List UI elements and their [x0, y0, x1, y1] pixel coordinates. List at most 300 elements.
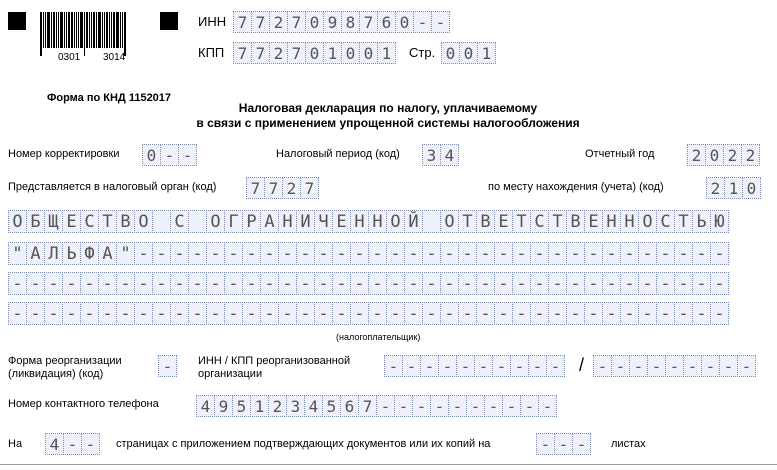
char-cell: -: [554, 433, 573, 455]
char-cell: -: [520, 395, 539, 417]
char-cell: -: [548, 302, 567, 325]
char-cell: Н: [278, 210, 297, 233]
char-cell: -: [512, 272, 531, 295]
title-line-2: в связи с применением упрощенной системы налогообложения: [196, 116, 580, 130]
char-cell: -: [62, 302, 81, 325]
char-cell: -: [278, 242, 297, 265]
char-cell: -: [420, 355, 439, 377]
corner-marker-left: [8, 12, 26, 30]
char-cell: -: [242, 302, 261, 325]
char-cell: -: [296, 272, 315, 295]
char-cell: -: [134, 242, 153, 265]
char-cell: Ч: [314, 210, 333, 233]
pages-suffix: листах: [611, 438, 646, 450]
char-cell: -: [368, 272, 387, 295]
char-cell: Е: [494, 210, 513, 233]
char-cell: -: [566, 242, 585, 265]
barcode-bar: [111, 12, 112, 48]
char-cell: -: [386, 272, 405, 295]
page-number-field[interactable]: [441, 42, 496, 64]
char-cell: 2: [282, 177, 301, 199]
char-cell: -: [314, 272, 333, 295]
char-cell: -: [152, 272, 171, 295]
char-cell: -: [422, 272, 441, 295]
char-cell: -: [620, 242, 639, 265]
char-cell: -: [431, 11, 450, 33]
char-cell: 7: [251, 11, 270, 33]
char-cell: -: [350, 302, 369, 325]
barcode-bar: [98, 12, 101, 48]
char-cell: -: [494, 272, 513, 295]
reorg-separator: /: [579, 355, 585, 375]
char-cell: -: [474, 355, 493, 377]
char-cell: -: [404, 242, 423, 265]
char-cell: 1: [323, 42, 342, 64]
char-cell: -: [548, 242, 567, 265]
char-cell: 0: [459, 42, 478, 64]
char-cell: С: [656, 210, 675, 233]
char-cell: -: [260, 302, 279, 325]
char-cell: -: [620, 302, 639, 325]
bottom-divider: [0, 464, 777, 465]
char-cell: 7: [300, 177, 319, 199]
char-cell: О: [386, 210, 405, 233]
char-cell: -: [546, 355, 565, 377]
char-cell: -: [647, 355, 666, 377]
location-code-label: по месту нахождения (учета) (код): [488, 181, 664, 193]
char-cell: -: [674, 242, 693, 265]
barcode-bar: [56, 12, 57, 48]
char-cell: -: [530, 242, 549, 265]
barcode-bar: [84, 12, 85, 56]
reorg-inn-kpp-label-2: организации: [198, 368, 263, 380]
char-cell: -: [224, 242, 243, 265]
char-cell: -: [683, 355, 702, 377]
char-cell: -: [620, 272, 639, 295]
char-cell: -: [404, 272, 423, 295]
char-cell: 1: [377, 42, 396, 64]
char-cell: -: [476, 242, 495, 265]
char-cell: 5: [232, 395, 251, 417]
char-cell: Т: [512, 210, 531, 233]
char-cell: -: [656, 302, 675, 325]
char-cell: 7: [287, 11, 306, 33]
char-cell: -: [386, 242, 405, 265]
char-cell: 2: [269, 11, 288, 33]
barcode-bar: [113, 12, 115, 48]
char-cell: -: [206, 242, 225, 265]
char-cell: -: [674, 272, 693, 295]
corner-marker-right: [160, 12, 178, 30]
char-cell: Г: [224, 210, 243, 233]
tax-authority-label: Представляется в налоговый орган (код): [8, 181, 217, 193]
char-cell: -: [611, 355, 630, 377]
char-cell: -: [710, 242, 729, 265]
char-cell: О: [8, 210, 27, 233]
char-cell: -: [260, 272, 279, 295]
char-cell: -: [8, 302, 27, 325]
char-cell: 0: [305, 42, 324, 64]
barcode-bar: [104, 12, 105, 48]
char-cell: -: [466, 395, 485, 417]
char-cell: 7: [264, 177, 283, 199]
barcode-bar: [96, 12, 97, 48]
char-cell: 8: [341, 11, 360, 33]
char-cell: -: [80, 302, 99, 325]
char-cell: -: [260, 242, 279, 265]
char-cell: О: [638, 210, 657, 233]
barcode-bar: [78, 12, 79, 48]
char-cell: -: [572, 433, 591, 455]
char-cell: Й: [404, 210, 423, 233]
char-cell: -: [674, 302, 693, 325]
char-cell: Р: [242, 210, 261, 233]
char-cell: -: [278, 272, 297, 295]
barcode-bar: [74, 12, 75, 48]
char-cell: -: [278, 302, 297, 325]
char-cell: -: [242, 272, 261, 295]
char-cell: 2: [741, 144, 760, 166]
title-line-1: Налоговая декларация по налогу, уплачиваемому: [238, 101, 538, 115]
inn-field[interactable]: [233, 11, 450, 33]
barcode-bar: [51, 12, 52, 48]
char-cell: -: [134, 272, 153, 295]
char-cell: Е: [62, 210, 81, 233]
char-cell: Н: [620, 210, 639, 233]
char-cell: -: [170, 272, 189, 295]
char-cell: -: [63, 433, 82, 455]
barcode-bar: [102, 12, 103, 48]
correction-number-field[interactable]: [142, 144, 197, 166]
char-cell: -: [440, 242, 459, 265]
taxpayer-name-line-3[interactable]: [8, 272, 729, 295]
char-cell: -: [224, 302, 243, 325]
taxpayer-caption: (налогоплательщик): [336, 332, 421, 342]
barcode-bar: [91, 12, 92, 48]
barcode-bar: [58, 12, 59, 48]
char-cell: -: [692, 242, 711, 265]
char-cell: -: [584, 272, 603, 295]
char-cell: -: [422, 242, 441, 265]
char-cell: -: [528, 355, 547, 377]
barcode-bar: [40, 12, 42, 56]
char-cell: 0: [142, 144, 161, 166]
reporting-year-field[interactable]: [687, 144, 760, 166]
char-cell: Ь: [62, 242, 81, 265]
pages-middle-text: страницах с приложением подтверждающих документов или их копий на: [116, 438, 491, 450]
taxpayer-name-line-4[interactable]: [8, 302, 729, 325]
char-cell: -: [548, 272, 567, 295]
char-cell: -: [116, 272, 135, 295]
char-cell: -: [458, 242, 477, 265]
char-cell: [188, 210, 207, 233]
char-cell: -: [26, 272, 45, 295]
char-cell: Ф: [80, 242, 99, 265]
char-cell: -: [26, 302, 45, 325]
char-cell: 3: [286, 395, 305, 417]
barcode-bar: [45, 12, 46, 48]
char-cell: 2: [268, 395, 287, 417]
char-cell: Т: [548, 210, 567, 233]
char-cell: -: [402, 355, 421, 377]
barcode-bar: [124, 12, 126, 56]
barcode-bar: [86, 12, 88, 48]
barcode-bar: [120, 12, 121, 48]
char-cell: -: [440, 302, 459, 325]
char-cell: -: [476, 302, 495, 325]
char-cell: -: [602, 242, 621, 265]
reorg-form-label-1: Форма реорганизации: [8, 355, 122, 367]
char-cell: 4: [440, 144, 459, 166]
char-cell: -: [413, 11, 432, 33]
char-cell: -: [116, 302, 135, 325]
char-cell: -: [510, 355, 529, 377]
char-cell: -: [710, 302, 729, 325]
char-cell: -: [81, 433, 100, 455]
tax-period-label: Налоговый период (код): [276, 148, 400, 160]
char-cell: -: [404, 302, 423, 325]
barcode-bar: [71, 12, 73, 48]
char-cell: -: [422, 302, 441, 325]
char-cell: -: [484, 395, 503, 417]
char-cell: Н: [350, 210, 369, 233]
char-cell: О: [134, 210, 153, 233]
char-cell: 2: [269, 42, 288, 64]
tax-authority-field[interactable]: [246, 177, 319, 199]
char-cell: Ь: [692, 210, 711, 233]
char-cell: -: [160, 144, 179, 166]
barcode: [40, 12, 127, 50]
taxpayer-name-line-2[interactable]: [8, 242, 729, 265]
char-cell: -: [314, 242, 333, 265]
char-cell: -: [430, 395, 449, 417]
char-cell: В: [566, 210, 585, 233]
char-cell: -: [494, 242, 513, 265]
char-cell: ": [8, 242, 27, 265]
char-cell: Щ: [44, 210, 63, 233]
char-cell: -: [492, 355, 511, 377]
char-cell: -: [665, 355, 684, 377]
char-cell: -: [701, 355, 720, 377]
char-cell: И: [296, 210, 315, 233]
char-cell: -: [242, 242, 261, 265]
char-cell: -: [656, 242, 675, 265]
char-cell: 6: [377, 11, 396, 33]
char-cell: 4: [304, 395, 323, 417]
char-cell: -: [656, 272, 675, 295]
reporting-year-label: Отчетный год: [585, 148, 655, 160]
char-cell: 2: [706, 177, 725, 199]
char-cell: 7: [359, 11, 378, 33]
char-cell: С: [170, 210, 189, 233]
char-cell: -: [332, 272, 351, 295]
char-cell: Т: [98, 210, 117, 233]
char-cell: -: [494, 302, 513, 325]
char-cell: -: [538, 395, 557, 417]
char-cell: -: [584, 242, 603, 265]
char-cell: -: [602, 272, 621, 295]
char-cell: 7: [233, 42, 252, 64]
barcode-bar: [80, 12, 83, 48]
char-cell: -: [8, 272, 27, 295]
char-cell: -: [350, 272, 369, 295]
char-cell: -: [502, 395, 521, 417]
char-cell: -: [512, 302, 531, 325]
location-code-field[interactable]: [706, 177, 761, 199]
taxpayer-name-line-1[interactable]: [8, 210, 729, 233]
char-cell: 7: [287, 42, 306, 64]
char-cell: О: [206, 210, 225, 233]
char-cell: Н: [602, 210, 621, 233]
char-cell: -: [584, 302, 603, 325]
char-cell: 0: [341, 42, 360, 64]
char-cell: 4: [196, 395, 215, 417]
char-cell: -: [710, 272, 729, 295]
char-cell: А: [260, 210, 279, 233]
correction-number-label: Номер корректировки: [8, 148, 120, 160]
char-cell: Е: [332, 210, 351, 233]
char-cell: -: [386, 302, 405, 325]
char-cell: 0: [705, 144, 724, 166]
char-cell: -: [440, 272, 459, 295]
barcode-bar: [116, 12, 119, 48]
barcode-bar: [66, 12, 67, 48]
char-cell: -: [536, 433, 555, 455]
char-cell: -: [458, 272, 477, 295]
pages-count-field[interactable]: [45, 433, 100, 455]
char-cell: -: [456, 355, 475, 377]
char-cell: -: [530, 272, 549, 295]
char-cell: -: [692, 302, 711, 325]
page-label: Стр.: [409, 45, 436, 60]
char-cell: -: [170, 242, 189, 265]
char-cell: -: [158, 355, 177, 377]
pages-prefix: На: [8, 438, 23, 450]
kpp-label: КПП: [198, 45, 225, 60]
tax-period-field[interactable]: [422, 144, 459, 166]
char-cell: А: [98, 242, 117, 265]
char-cell: -: [332, 242, 351, 265]
char-cell: Е: [584, 210, 603, 233]
char-cell: 9: [323, 11, 342, 33]
barcode-bar: [122, 12, 123, 48]
char-cell: -: [512, 242, 531, 265]
barcode-bar: [89, 12, 90, 48]
form-code: Форма по КНД 1152017: [47, 92, 172, 104]
char-cell: -: [296, 302, 315, 325]
char-cell: -: [80, 272, 99, 295]
char-cell: -: [188, 302, 207, 325]
attachment-sheets-field[interactable]: [536, 433, 591, 455]
char-cell: 5: [322, 395, 341, 417]
char-cell: -: [332, 302, 351, 325]
char-cell: -: [476, 272, 495, 295]
barcode-bar: [109, 12, 110, 48]
char-cell: В: [116, 210, 135, 233]
char-cell: 2: [723, 144, 742, 166]
char-cell: 4: [45, 433, 64, 455]
barcode-bar: [106, 12, 108, 48]
char-cell: -: [394, 395, 413, 417]
barcode-bar: [68, 12, 70, 48]
char-cell: -: [593, 355, 612, 377]
char-cell: -: [98, 272, 117, 295]
char-cell: 7: [246, 177, 265, 199]
char-cell: -: [566, 272, 585, 295]
char-cell: -: [206, 302, 225, 325]
char-cell: [422, 210, 441, 233]
char-cell: 9: [214, 395, 233, 417]
char-cell: -: [178, 144, 197, 166]
barcode-bar: [53, 12, 55, 48]
char-cell: -: [638, 302, 657, 325]
phone-field[interactable]: [196, 395, 557, 417]
char-cell: -: [384, 355, 403, 377]
char-cell: -: [188, 242, 207, 265]
char-cell: -: [44, 302, 63, 325]
char-cell: -: [368, 302, 387, 325]
char-cell: -: [224, 272, 243, 295]
char-cell: 0: [395, 11, 414, 33]
char-cell: -: [206, 272, 225, 295]
char-cell: 1: [250, 395, 269, 417]
char-cell: В: [476, 210, 495, 233]
char-cell: -: [412, 395, 431, 417]
barcode-bar: [64, 12, 65, 48]
char-cell: -: [448, 395, 467, 417]
char-cell: А: [26, 242, 45, 265]
barcode-bar: [76, 12, 77, 48]
char-cell: -: [692, 272, 711, 295]
char-cell: -: [368, 242, 387, 265]
char-cell: 0: [441, 42, 460, 64]
char-cell: -: [602, 302, 621, 325]
char-cell: Б: [26, 210, 45, 233]
char-cell: -: [62, 272, 81, 295]
char-cell: ": [116, 242, 135, 265]
char-cell: Ю: [710, 210, 729, 233]
reorg-inn-field[interactable]: [384, 355, 565, 377]
barcode-bar: [47, 12, 50, 48]
char-cell: 0: [305, 11, 324, 33]
char-cell: 7: [358, 395, 377, 417]
reorg-form-field[interactable]: [158, 355, 177, 377]
barcode-bar: [43, 12, 44, 48]
barcode-bar: [60, 12, 63, 48]
char-cell: -: [458, 302, 477, 325]
char-cell: -: [350, 242, 369, 265]
reorg-form-label-2: (ликвидация) (код): [8, 368, 104, 380]
char-cell: 6: [340, 395, 359, 417]
char-cell: 7: [251, 42, 270, 64]
barcode-bar: [93, 12, 95, 48]
char-cell: С: [80, 210, 99, 233]
char-cell: -: [152, 302, 171, 325]
kpp-field[interactable]: [233, 42, 396, 64]
char-cell: -: [152, 242, 171, 265]
reorg-inn-kpp-label-1: ИНН / КПП реорганизованной: [198, 355, 351, 367]
barcode-number-right: 3014: [103, 52, 126, 63]
char-cell: -: [296, 242, 315, 265]
char-cell: 1: [724, 177, 743, 199]
char-cell: -: [629, 355, 648, 377]
barcode-number-left: 0301: [58, 52, 81, 63]
reorg-kpp-field[interactable]: [593, 355, 756, 377]
char-cell: [152, 210, 171, 233]
char-cell: 0: [742, 177, 761, 199]
char-cell: -: [44, 272, 63, 295]
char-cell: -: [188, 272, 207, 295]
